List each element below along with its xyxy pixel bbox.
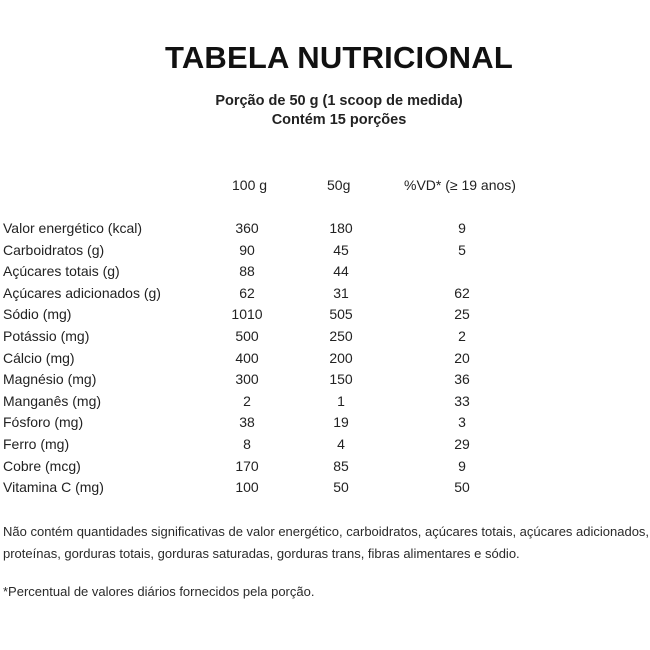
value-50g: 200 — [329, 350, 353, 366]
value-50g: 31 — [333, 285, 349, 301]
value-vd: 29 — [454, 436, 470, 452]
value-vd: 25 — [454, 306, 470, 322]
value-vd: 20 — [454, 350, 470, 366]
value-50g: 1 — [337, 393, 345, 409]
value-vd: 5 — [458, 242, 466, 258]
nutrient-label: Carboidratos (g) — [3, 242, 105, 258]
value-100g: 300 — [235, 371, 259, 387]
nutrient-label: Açúcares adicionados (g) — [3, 285, 161, 301]
nutrient-label: Cálcio (mg) — [3, 350, 75, 366]
portion-line: Porção de 50 g (1 scoop de medida) — [215, 93, 463, 109]
value-100g: 90 — [239, 242, 255, 258]
nutrient-label: Açúcares totais (g) — [3, 263, 120, 279]
value-vd: 62 — [454, 285, 470, 301]
value-100g: 360 — [235, 220, 259, 236]
value-50g: 44 — [333, 263, 349, 279]
insignificant-note: Não contém quantidades significativas de valor energético, carboidratos, açúcares totais, açúcares adicionados, proteínas, gorduras totais, gorduras saturadas, gorduras trans, fibras alimentares e sódio. — [3, 524, 650, 561]
value-100g: 100 — [235, 479, 259, 495]
servings-line: Contém 15 porções — [271, 112, 407, 128]
value-vd: 9 — [458, 458, 466, 474]
value-vd: 3 — [458, 414, 466, 430]
nutrient-label: Cobre (mcg) — [3, 458, 81, 474]
nutrient-label: Valor energético (kcal) — [3, 220, 143, 236]
column-header-50g: 50g — [327, 177, 351, 193]
value-50g: 19 — [333, 414, 349, 430]
value-vd: 33 — [454, 393, 470, 409]
value-100g: 170 — [235, 458, 259, 474]
value-100g: 62 — [239, 285, 255, 301]
page-title: TABELA NUTRICIONAL — [164, 40, 513, 75]
vd-footnote: *Percentual de valores diários fornecidos pela porção. — [3, 584, 315, 599]
value-vd: 50 — [454, 479, 470, 495]
value-50g: 50 — [333, 479, 349, 495]
value-50g: 150 — [329, 371, 353, 387]
value-100g: 8 — [243, 436, 251, 452]
value-50g: 85 — [333, 458, 349, 474]
nutrient-label: Sódio (mg) — [3, 306, 72, 322]
nutrient-label: Vitamina C (mg) — [3, 479, 104, 495]
nutrient-label: Manganês (mg) — [3, 393, 102, 409]
column-header-100g: 100 g — [232, 177, 268, 193]
value-vd: 36 — [454, 371, 470, 387]
value-100g: 88 — [239, 263, 255, 279]
nutrient-label: Ferro (mg) — [3, 436, 70, 452]
nutrient-label: Magnésio (mg) — [3, 371, 97, 387]
value-50g: 505 — [329, 306, 353, 322]
nutrient-label: Potássio (mg) — [3, 328, 90, 344]
column-header-vd: %VD* (≥ 19 anos) — [404, 177, 516, 193]
value-50g: 250 — [329, 328, 353, 344]
value-vd: 9 — [458, 220, 466, 236]
value-100g: 500 — [235, 328, 259, 344]
value-50g: 180 — [329, 220, 353, 236]
value-100g: 1010 — [231, 306, 263, 322]
value-vd: 2 — [458, 328, 466, 344]
value-100g: 38 — [239, 414, 255, 430]
value-100g: 400 — [235, 350, 259, 366]
value-100g: 2 — [243, 393, 251, 409]
value-50g: 45 — [333, 242, 349, 258]
value-50g: 4 — [337, 436, 345, 452]
nutrient-label: Fósforo (mg) — [3, 414, 84, 430]
